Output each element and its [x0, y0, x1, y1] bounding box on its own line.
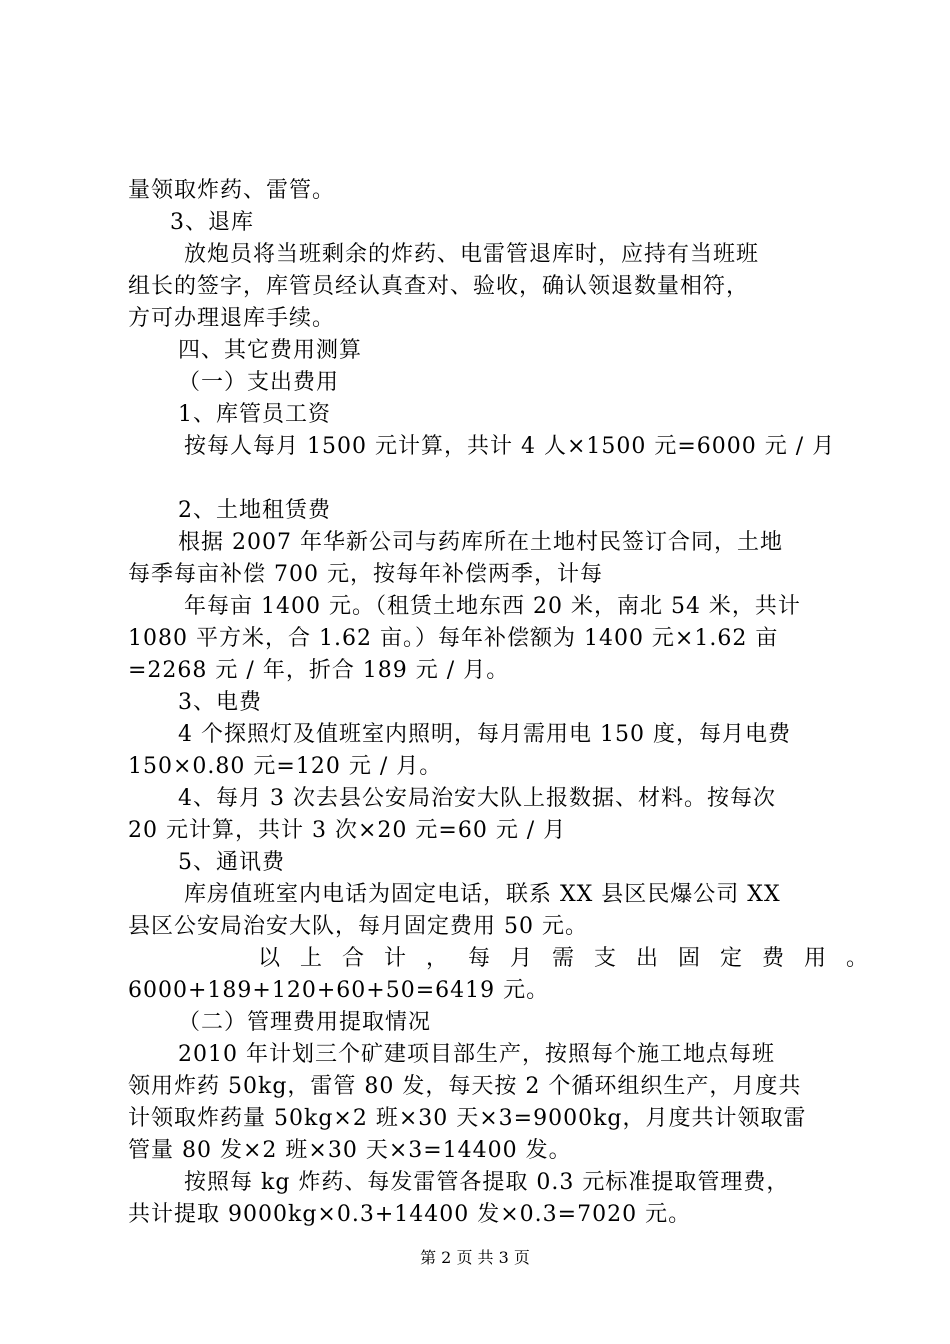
text-line: 以上合计，每月需支出固定费用。 [258, 946, 889, 971]
section-heading: 1、库管员工资 [178, 402, 331, 427]
section-heading: 2、土地租赁费 [178, 498, 331, 523]
text-line: 组长的签字，库管员经认真查对、验收，确认领退数量相符， [128, 274, 750, 299]
text-line: 按每人每月 1500 元计算，共计 4 人×1500 元=6000 元 / 月 [184, 434, 836, 459]
section-heading: （一）支出费用 [178, 370, 340, 395]
section-heading: 3、电费 [178, 690, 262, 715]
document-body [128, 175, 889, 1231]
text-line: 共计提取 9000kg×0.3+14400 发×0.3=7020 元。 [128, 1202, 692, 1227]
text-line: 方可办理退库手续。 [128, 306, 336, 331]
page-footer: 第 2 页 共 3 页 [420, 1248, 530, 1267]
section-heading: （二）管理费用提取情况 [178, 1010, 432, 1035]
text-line: 20 元计算，共计 3 次×20 元=60 元 / 月 [128, 818, 567, 843]
text-line: 放炮员将当班剩余的炸药、电雷管退库时，应持有当班班 [184, 242, 760, 267]
section-heading: 四、其它费用测算 [178, 338, 363, 363]
text-line: 量领取炸药、雷管。 [128, 178, 336, 203]
text-line: =2268 元 / 年，折合 189 元 / 月。 [128, 658, 510, 683]
text-line: 4、每月 3 次去县公安局治安大队上报数据、材料。按每次 [178, 786, 776, 811]
text-line: 1080 平方米，合 1.62 亩。）每年补偿额为 1400 元×1.62 亩 [128, 626, 779, 651]
text-line: 根据 2007 年华新公司与药库所在土地村民签订合同，土地 [178, 530, 783, 555]
section-heading: 3、退库 [170, 210, 254, 235]
text-line: 每季每亩补偿 700 元，按每年补偿两季，计每 [128, 562, 603, 587]
text-line: 库房值班室内电话为固定电话，联系 XX 县区民爆公司 XX [184, 882, 781, 907]
text-line: 按照每 kg 炸药、每发雷管各提取 0.3 元标准提取管理费， [184, 1170, 790, 1195]
text-line: 县区公安局治安大队，每月固定费用 50 元。 [128, 914, 588, 939]
text-line: 管量 80 发×2 班×30 天×3=14400 发。 [128, 1138, 572, 1163]
blank-line [128, 463, 828, 495]
text-line: 4 个探照灯及值班室内照明，每月需用电 150 度，每月电费 [178, 722, 791, 747]
text-line: 年每亩 1400 元。（租赁土地东西 20 米，南北 54 米，共计 [184, 594, 801, 619]
text-line: 6000+189+120+60+50=6419 元。 [128, 978, 550, 1003]
text-line: 领用炸药 50kg，雷管 80 发，每天按 2 个循环组织生产，月度共 [128, 1074, 802, 1099]
text-line: 2010 年计划三个矿建项目部生产，按照每个施工地点每班 [178, 1042, 775, 1067]
section-heading: 5、通讯费 [178, 850, 285, 875]
text-line: 计领取炸药量 50kg×2 班×30 天×3=9000kg，月度共计领取雷 [128, 1106, 807, 1131]
text-line: 150×0.80 元=120 元 / 月。 [128, 754, 443, 779]
